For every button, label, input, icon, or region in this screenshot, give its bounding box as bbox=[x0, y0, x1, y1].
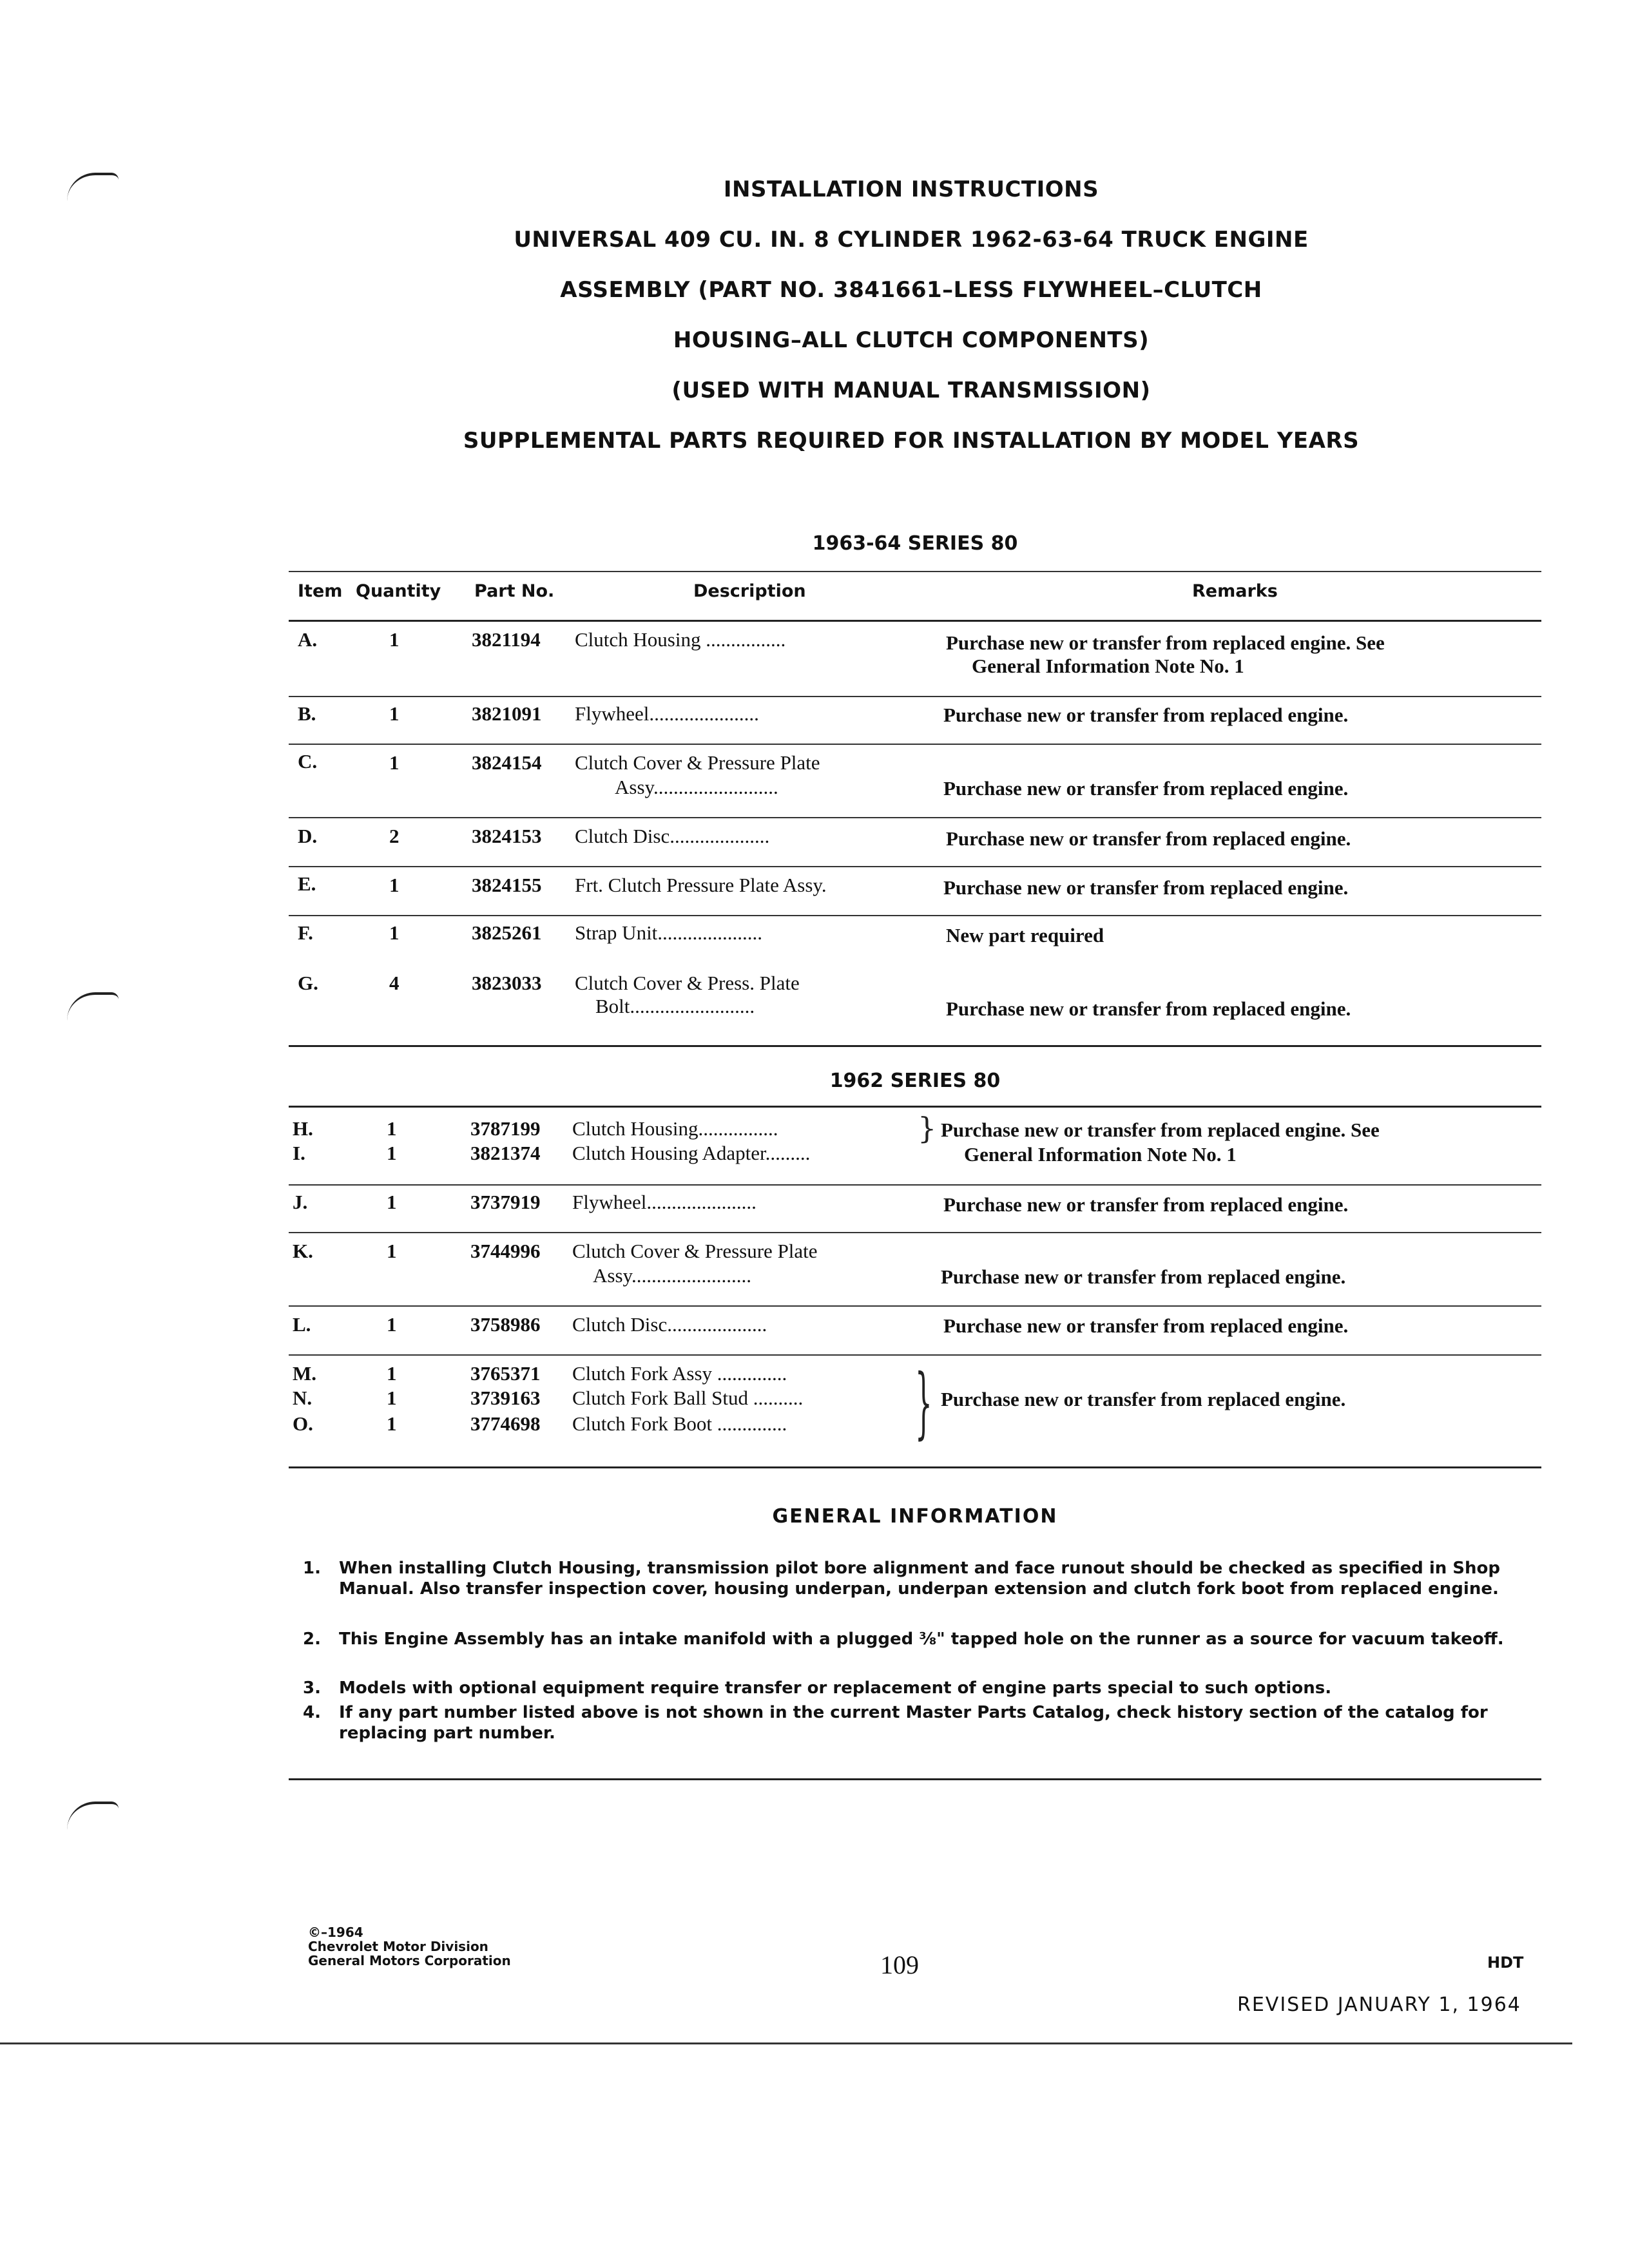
row-g-part: 3823033 bbox=[472, 972, 542, 994]
row-c-item: C. bbox=[298, 750, 318, 773]
row-rule bbox=[289, 696, 1541, 697]
row-b-desc: Flywheel...................... bbox=[575, 702, 759, 725]
row-a-item: A. bbox=[298, 628, 318, 651]
row-o-item: O. bbox=[293, 1412, 313, 1435]
row-d-item: D. bbox=[298, 825, 318, 847]
row-rule bbox=[289, 1184, 1541, 1186]
row-l-remark: Purchase new or transfer from replaced engine. bbox=[943, 1314, 1349, 1337]
row-rule bbox=[289, 817, 1541, 818]
row-d-remark: Purchase new or transfer from replaced engine. bbox=[946, 827, 1351, 850]
note-3 bbox=[303, 1678, 1527, 1701]
note-3-text: Models with optional equipment require transfer or replacement of engine parts special to such options. bbox=[339, 1678, 1332, 1698]
section-heading-1962: 1962 SERIES 80 bbox=[829, 1070, 1001, 1092]
row-n-qty: 1 bbox=[387, 1387, 397, 1409]
row-rule bbox=[289, 1305, 1541, 1307]
row-h-item: H. bbox=[293, 1117, 313, 1140]
scan-mark-bottom bbox=[67, 1802, 119, 1830]
note-2 bbox=[303, 1629, 1527, 1674]
row-g-desc-2: Bolt......................... bbox=[595, 995, 755, 1017]
row-i-remark: General Information Note No. 1 bbox=[964, 1143, 1237, 1166]
section2-top-rule bbox=[289, 1106, 1541, 1108]
page-number: 109 bbox=[880, 1950, 919, 1979]
row-g-remark: Purchase new or transfer from replaced engine. bbox=[946, 997, 1351, 1020]
row-b-remark: Purchase new or transfer from replaced engine. bbox=[943, 704, 1349, 726]
row-k-item: K. bbox=[293, 1240, 313, 1262]
row-n-item: N. bbox=[293, 1387, 313, 1409]
note-4-text: If any part number listed above is not shown in the current Master Parts Catalog, check history section of the catalog for replacing part number. bbox=[339, 1703, 1488, 1743]
title-line-1: INSTALLATION INSTRUCTIONS bbox=[723, 177, 1099, 202]
row-j-part: 3737919 bbox=[470, 1191, 541, 1213]
note-1-text: When installing Clutch Housing, transmission pilot bore alignment and face runout should be checked as specified in Shop Manual. Also transfer inspection cover, housing underpan, underpan extension and clutch fork boot from replaced engine. bbox=[339, 1559, 1500, 1599]
row-g-item: G. bbox=[298, 972, 318, 994]
row-rule bbox=[289, 1232, 1541, 1233]
row-a-remark-2: General Information Note No. 1 bbox=[972, 655, 1244, 677]
row-m-part: 3765371 bbox=[470, 1362, 541, 1385]
row-c-qty: 1 bbox=[389, 751, 400, 774]
document-title-block bbox=[0, 169, 1629, 470]
row-o-part: 3774698 bbox=[470, 1412, 541, 1435]
row-b-qty: 1 bbox=[389, 702, 400, 725]
title-line-3: ASSEMBLY (PART NO. 3841661–LESS FLYWHEEL–CLUTCH bbox=[560, 277, 1262, 303]
header-part-no: Part No. bbox=[474, 581, 555, 601]
row-h-qty: 1 bbox=[387, 1117, 397, 1140]
brace-m-n-o: } bbox=[915, 1358, 932, 1448]
row-f-qty: 1 bbox=[389, 921, 400, 944]
row-c-part: 3824154 bbox=[472, 751, 542, 774]
title-line-2: UNIVERSAL 409 CU. IN. 8 CYLINDER 1962-63-64 TRUCK ENGINE bbox=[514, 227, 1309, 253]
header-remarks: Remarks bbox=[1192, 581, 1278, 601]
row-e-remark: Purchase new or transfer from replaced engine. bbox=[943, 876, 1349, 899]
row-i-desc: Clutch Housing Adapter......... bbox=[572, 1142, 811, 1164]
section-heading-1963-64: 1963-64 SERIES 80 bbox=[812, 532, 1018, 555]
row-l-item: L. bbox=[293, 1313, 311, 1336]
header-description: Description bbox=[693, 581, 806, 601]
row-f-remark: New part required bbox=[946, 924, 1104, 947]
row-f-part: 3825261 bbox=[472, 921, 542, 944]
row-i-part: 3821374 bbox=[470, 1142, 541, 1164]
row-c-remark: Purchase new or transfer from replaced engine. bbox=[943, 777, 1349, 800]
row-k-qty: 1 bbox=[387, 1240, 397, 1262]
row-l-desc: Clutch Disc.................... bbox=[572, 1313, 767, 1336]
row-i-item: I. bbox=[293, 1142, 305, 1164]
row-j-remark: Purchase new or transfer from replaced engine. bbox=[943, 1193, 1349, 1216]
note-2-text: This Engine Assembly has an intake manifold with a plugged ⅜" tapped hole on the runner as a source for vacuum takeoff. bbox=[339, 1629, 1504, 1649]
note-4 bbox=[303, 1702, 1527, 1747]
row-e-part: 3824155 bbox=[472, 874, 542, 896]
row-j-qty: 1 bbox=[387, 1191, 397, 1213]
row-c-desc-2: Assy......................... bbox=[615, 776, 778, 798]
row-e-desc: Frt. Clutch Pressure Plate Assy. bbox=[575, 874, 827, 896]
header-quantity: Quantity bbox=[356, 581, 441, 601]
row-d-qty: 2 bbox=[389, 825, 400, 847]
row-e-item: E. bbox=[298, 872, 316, 895]
row-k-part: 3744996 bbox=[470, 1240, 541, 1262]
table-top-rule bbox=[289, 571, 1541, 572]
footer-rule bbox=[0, 2042, 1572, 2044]
header-rule bbox=[289, 620, 1541, 622]
title-line-5: (USED WITH MANUAL TRANSMISSION) bbox=[671, 378, 1151, 403]
row-k-desc-2: Assy........................ bbox=[593, 1264, 752, 1287]
note-1 bbox=[303, 1558, 1527, 1622]
general-bottom-rule bbox=[289, 1778, 1541, 1780]
row-a-remark: Purchase new or transfer from replaced engine. See bbox=[946, 631, 1385, 654]
row-m-desc: Clutch Fork Assy .............. bbox=[572, 1362, 787, 1385]
footer-corporation: General Motors Corporation bbox=[308, 1953, 511, 1968]
section-rule bbox=[289, 1045, 1541, 1047]
note-3-number: 3. bbox=[303, 1678, 321, 1698]
row-o-qty: 1 bbox=[387, 1412, 397, 1435]
row-f-desc: Strap Unit..................... bbox=[575, 921, 763, 944]
row-f-item: F. bbox=[298, 921, 313, 944]
footer-division: Chevrolet Motor Division bbox=[308, 1939, 488, 1954]
footer-code: HDT bbox=[1487, 1954, 1524, 1972]
footer-copyright: ©–1964 bbox=[308, 1925, 363, 1940]
row-b-part: 3821091 bbox=[472, 702, 542, 725]
row-b-item: B. bbox=[298, 702, 316, 725]
row-d-part: 3824153 bbox=[472, 825, 542, 847]
row-o-desc: Clutch Fork Boot .............. bbox=[572, 1412, 787, 1435]
title-line-4: HOUSING–ALL CLUTCH COMPONENTS) bbox=[673, 327, 1150, 353]
row-a-desc: Clutch Housing ................ bbox=[575, 628, 786, 651]
row-d-desc: Clutch Disc.................... bbox=[575, 825, 770, 847]
row-l-qty: 1 bbox=[387, 1313, 397, 1336]
row-g-desc: Clutch Cover & Press. Plate bbox=[575, 972, 800, 994]
row-j-desc: Flywheel...................... bbox=[572, 1191, 757, 1213]
note-1-number: 1. bbox=[303, 1559, 321, 1578]
row-h-desc: Clutch Housing................ bbox=[572, 1117, 778, 1140]
row-c-desc: Clutch Cover & Pressure Plate bbox=[575, 751, 820, 774]
brace-h-i: } bbox=[918, 1111, 937, 1146]
row-h-part: 3787199 bbox=[470, 1117, 541, 1140]
title-line-6: SUPPLEMENTAL PARTS REQUIRED FOR INSTALLATION BY MODEL YEARS bbox=[463, 428, 1360, 454]
row-h-remark: Purchase new or transfer from replaced engine. See bbox=[941, 1119, 1380, 1141]
row-l-part: 3758986 bbox=[470, 1313, 541, 1336]
row-m-qty: 1 bbox=[387, 1362, 397, 1385]
revised-date: REVISED JANUARY 1, 1964 bbox=[1237, 1994, 1521, 2016]
row-a-part: 3821194 bbox=[472, 628, 541, 651]
table-bottom-rule bbox=[289, 1466, 1541, 1468]
row-rule bbox=[289, 744, 1541, 745]
row-n-remark: Purchase new or transfer from replaced engine. bbox=[941, 1388, 1346, 1410]
row-e-qty: 1 bbox=[389, 874, 400, 896]
header-item: Item bbox=[298, 581, 343, 601]
row-m-item: M. bbox=[293, 1362, 317, 1385]
row-j-item: J. bbox=[293, 1191, 308, 1213]
note-4-number: 4. bbox=[303, 1703, 321, 1722]
general-information-heading: GENERAL INFORMATION bbox=[772, 1505, 1058, 1528]
row-i-qty: 1 bbox=[387, 1142, 397, 1164]
note-2-number: 2. bbox=[303, 1629, 321, 1649]
row-a-qty: 1 bbox=[389, 628, 400, 651]
row-n-desc: Clutch Fork Ball Stud .......... bbox=[572, 1387, 804, 1409]
footer-publisher bbox=[308, 1925, 511, 1968]
row-k-desc: Clutch Cover & Pressure Plate bbox=[572, 1240, 818, 1262]
row-rule bbox=[289, 866, 1541, 867]
scan-mark-middle bbox=[67, 992, 119, 1021]
row-n-part: 3739163 bbox=[470, 1387, 541, 1409]
row-rule bbox=[289, 915, 1541, 916]
row-g-qty: 4 bbox=[389, 972, 400, 994]
row-k-remark: Purchase new or transfer from replaced engine. bbox=[941, 1265, 1346, 1288]
